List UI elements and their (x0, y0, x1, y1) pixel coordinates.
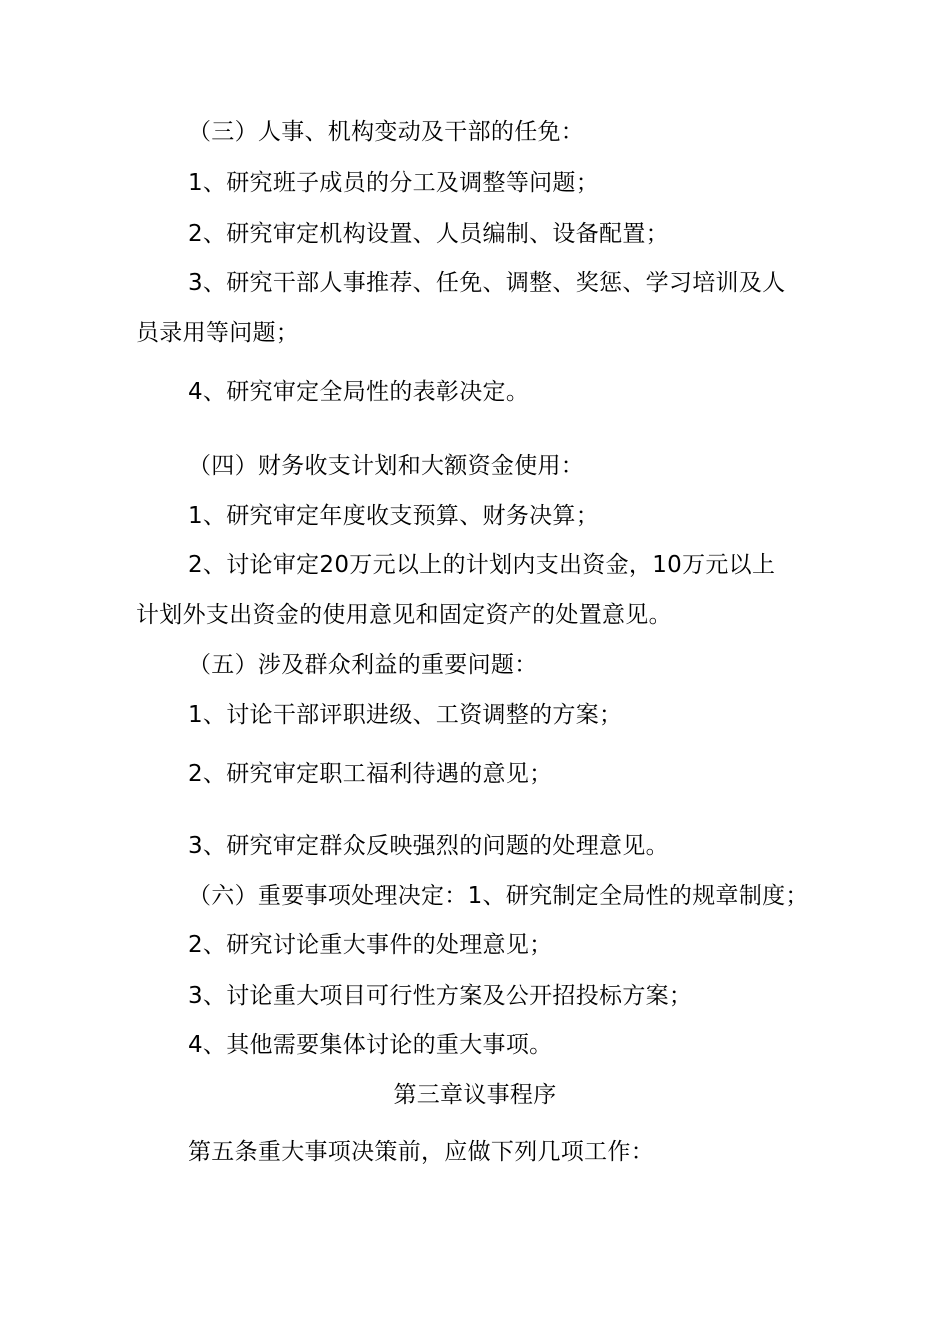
paragraph-line: 1、研究班子成员的分工及调整等问题； (188, 170, 600, 196)
paragraph-line: 员录用等问题； (136, 320, 300, 346)
paragraph-line: 3、研究干部人事推荐、任免、调整、奖惩、学习培训及人 (188, 270, 786, 296)
section-heading-personnel: （三）人事、机构变动及干部的任免： (188, 119, 585, 145)
paragraph-line: 1、讨论干部评职进级、工资调整的方案； (188, 702, 623, 728)
paragraph-line: 2、研究审定机构设置、人员编制、设备配置； (188, 221, 669, 247)
paragraph-line: 4、其他需要集体讨论的重大事项。 (188, 1032, 553, 1058)
paragraph-line: 2、讨论审定20万元以上的计划内支出资金，10万元以上 (188, 552, 776, 578)
article-heading: 第五条重大事项决策前，应做下列几项工作： (188, 1139, 654, 1165)
section-heading-public-interest: （五）涉及群众利益的重要问题： (188, 652, 538, 678)
paragraph-line: 4、研究审定全局性的表彰决定。 (188, 379, 530, 405)
section-heading-finance: （四）财务收支计划和大额资金使用： (188, 453, 585, 479)
section-heading-major-matters: （六）重要事项处理决定：1、研究制定全局性的规章制度； (188, 883, 809, 909)
paragraph-line: 2、研究讨论重大事件的处理意见； (188, 932, 553, 958)
paragraph-line: 2、研究审定职工福利待遇的意见； (188, 761, 553, 787)
paragraph-line: 1、研究审定年度收支预算、财务决算； (188, 503, 600, 529)
paragraph-line: 3、研究审定群众反映强烈的问题的处理意见。 (188, 833, 669, 859)
paragraph-line: 3、讨论重大项目可行性方案及公开招投标方案； (188, 983, 693, 1009)
chapter-title: 第三章议事程序 (393, 1082, 557, 1108)
paragraph-line: 计划外支出资金的使用意见和固定资产的处置意见。 (136, 602, 672, 628)
